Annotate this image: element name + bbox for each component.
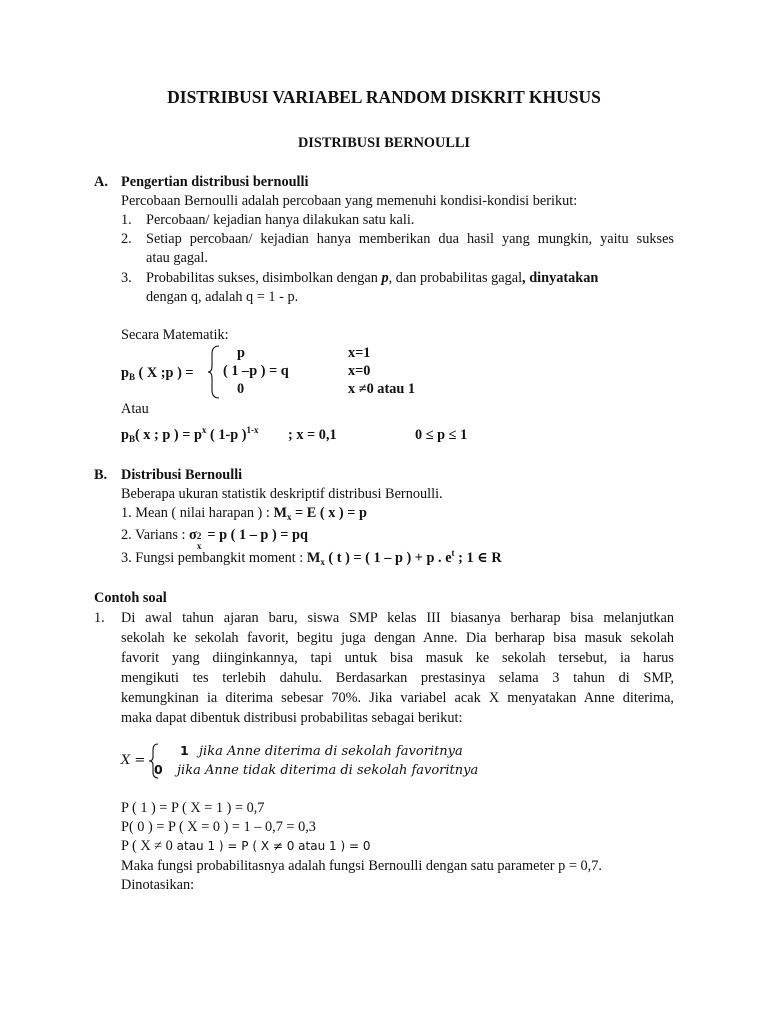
calc-line: P ( 1 ) = P ( X = 1 ) = 0,7 (121, 800, 265, 816)
pmf-case2-value: ( 1 –p ) = q (223, 363, 289, 379)
section-a-heading: Pengertian distribusi bernoulli (121, 174, 309, 190)
example-line: maka dapat dibentuk distribusi probabilitas sebagai berikut: (121, 710, 463, 726)
example-line: mengikuti tes terlebih dahulu. Berdasarkan prestasinya selama 3 tahun di SMP, (121, 670, 674, 686)
list-item-number: 2. (121, 231, 132, 247)
example-line: kemungkinan ia diterima sebesar 70%. Jika variabel acak X menyatakan Anne diterima, (121, 690, 674, 706)
pmf-brace (207, 344, 221, 400)
example-line: sekolah ke sekolah favorit, begitu juga dengan Anne. Dia berharap bisa masuk sekolah (121, 630, 674, 646)
x-case2-text: jika Anne tidak diterima di sekolah favoritnya (177, 763, 479, 778)
variance-item: 2. Varians : σ 2 x = p ( 1 – p ) = pq (121, 527, 308, 551)
list-item-text: atau gagal. (146, 250, 208, 266)
section-b-intro: Beberapa ukuran statistik deskriptif distribusi Bernoulli. (121, 486, 443, 502)
list-item-text: dengan q, adalah q = 1 - p. (146, 289, 299, 305)
pmf-case1-value: p (237, 345, 245, 361)
x-case2-value: 0 (154, 762, 163, 777)
section-b-heading: Distribusi Bernoulli (121, 467, 243, 483)
example-heading: Contoh soal (94, 590, 167, 606)
section-a-marker: A. (94, 174, 108, 190)
calc-line: P ( X ≠ 0 atau 1 ) = P ( X ≠ 0 atau 1 ) = 0 (121, 838, 371, 854)
conclusion-line: Maka fungsi probabilitasnya adalah fungsi Bernoulli dengan satu parameter p = 0,7. (121, 858, 602, 874)
list-item-number: 3. (121, 270, 132, 286)
pmf-lhs: $p_B$ ( X ;p ) = (121, 365, 194, 382)
or-label: Atau (121, 401, 149, 417)
list-item-number: 1. (121, 212, 132, 228)
pmf-case2-condition: x=0 (348, 363, 371, 379)
calc-line: P( 0 ) = P ( X = 0 ) = 1 – 0,7 = 0,3 (121, 819, 316, 835)
mgf-item: 3. Fungsi pembangkit moment : $M_x$ ( t ) = ( 1 – p ) + p . $e^t$ ; 1 ∈ R (121, 548, 502, 567)
list-item-text: Percobaan/ kejadian hanya dilakukan satu kali. (146, 212, 415, 228)
pmf-case3-value: 0 (237, 381, 245, 397)
pmf-case1-condition: x=1 (348, 345, 371, 361)
x-case1-value: 1 (180, 743, 189, 758)
document-subtitle: DISTRIBUSI BERNOULLI (297, 135, 471, 151)
math-label: Secara Matematik: (121, 327, 229, 343)
pmf-formula-range: 0 ≤ p ≤ 1 (415, 427, 468, 443)
x-case1-text: jika Anne diterima di sekolah favoritnya (199, 744, 463, 759)
list-item-text: Probabilitas sukses, disimbolkan dengan p, dan probabilitas gagal, dinyatakan (146, 270, 599, 286)
notation-label: Dinotasikan: (121, 877, 195, 893)
document-title: DISTRIBUSI VARIABEL RANDOM DISKRIT KHUSUS (167, 87, 601, 107)
example-line: favorit yang diinginkannya, tapi untuk bisa masuk ke sekolah tersebut, ia harus (121, 650, 674, 666)
example-line: Di awal tahun ajaran baru, siswa SMP kelas III biasanya berharap bisa melanjutkan (121, 610, 674, 626)
list-item-text: Setiap percobaan/ kejadian hanya memberikan dua hasil yang mungkin, yaitu sukses (146, 231, 674, 247)
x-piece-lhs: X = (121, 753, 146, 768)
pmf-formula-compact: $p_B$( x ; p ) = $p^x$ ( 1-p )$^{1-x}$ (121, 425, 259, 444)
section-b-marker: B. (94, 467, 108, 483)
pmf-formula-domain: ; x = 0,1 (288, 427, 337, 443)
pmf-case3-condition: x ≠0 atau 1 (348, 381, 416, 397)
example-number: 1. (94, 610, 105, 626)
mean-item: 1. Mean ( nilai harapan ) : $M_x = E$ ( x ) = p (121, 505, 367, 522)
section-a-intro: Percobaan Bernoulli adalah percobaan yang memenuhi kondisi-kondisi berikut: (121, 193, 578, 209)
